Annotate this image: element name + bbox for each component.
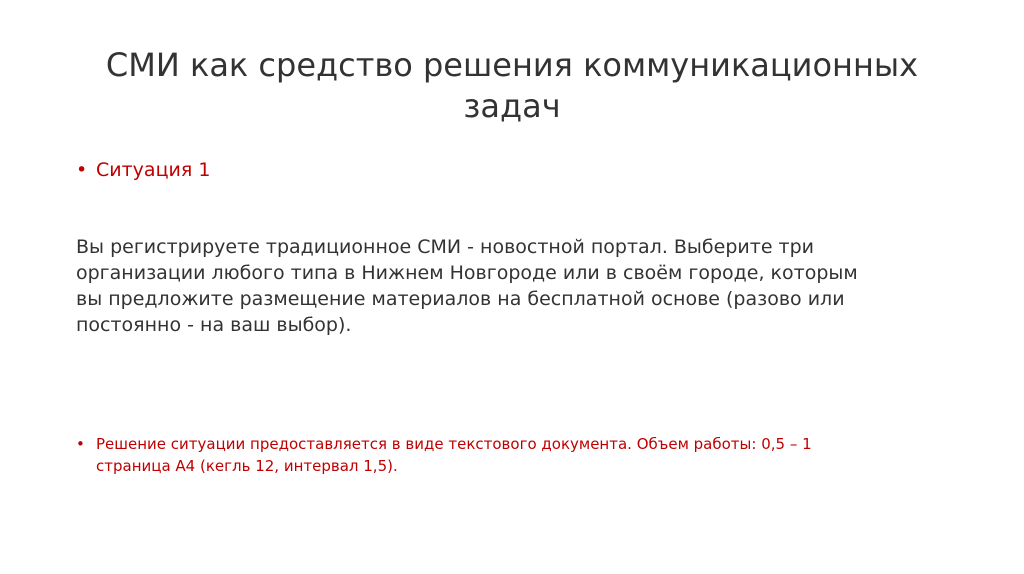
submission-note-line-2: страница А4 (кегль 12, интервал 1,5). bbox=[96, 457, 398, 475]
slide-title-line-1: СМИ как средство решения коммуникационных bbox=[105, 46, 919, 84]
task-description-line-2: организации любого типа в Нижнем Новгороде или в своём городе, которым bbox=[76, 262, 858, 284]
task-description-line-3: вы предложите размещение материалов на бесплатной основе (разово или bbox=[76, 288, 845, 310]
task-description bbox=[76, 234, 936, 338]
task-description-line-1: Вы регистрируете традиционное СМИ - новостной портал. Выберите три bbox=[76, 236, 815, 258]
submission-note bbox=[96, 433, 812, 477]
submission-note-line-1: Решение ситуации предоставляется в виде текстового документа. Объем работы: 0,5 – 1 bbox=[96, 435, 812, 453]
slide-title bbox=[100, 45, 924, 127]
task-description-line-4: постоянно - на ваш выбор). bbox=[76, 314, 352, 336]
slide-title-line-2: задач bbox=[463, 87, 561, 125]
bullet-dot: • bbox=[76, 159, 88, 181]
situation-label: Ситуация 1 bbox=[96, 159, 211, 181]
bullet-dot: • bbox=[76, 435, 85, 453]
situation-bullet bbox=[76, 157, 210, 183]
submission-note-bullet bbox=[76, 433, 936, 477]
